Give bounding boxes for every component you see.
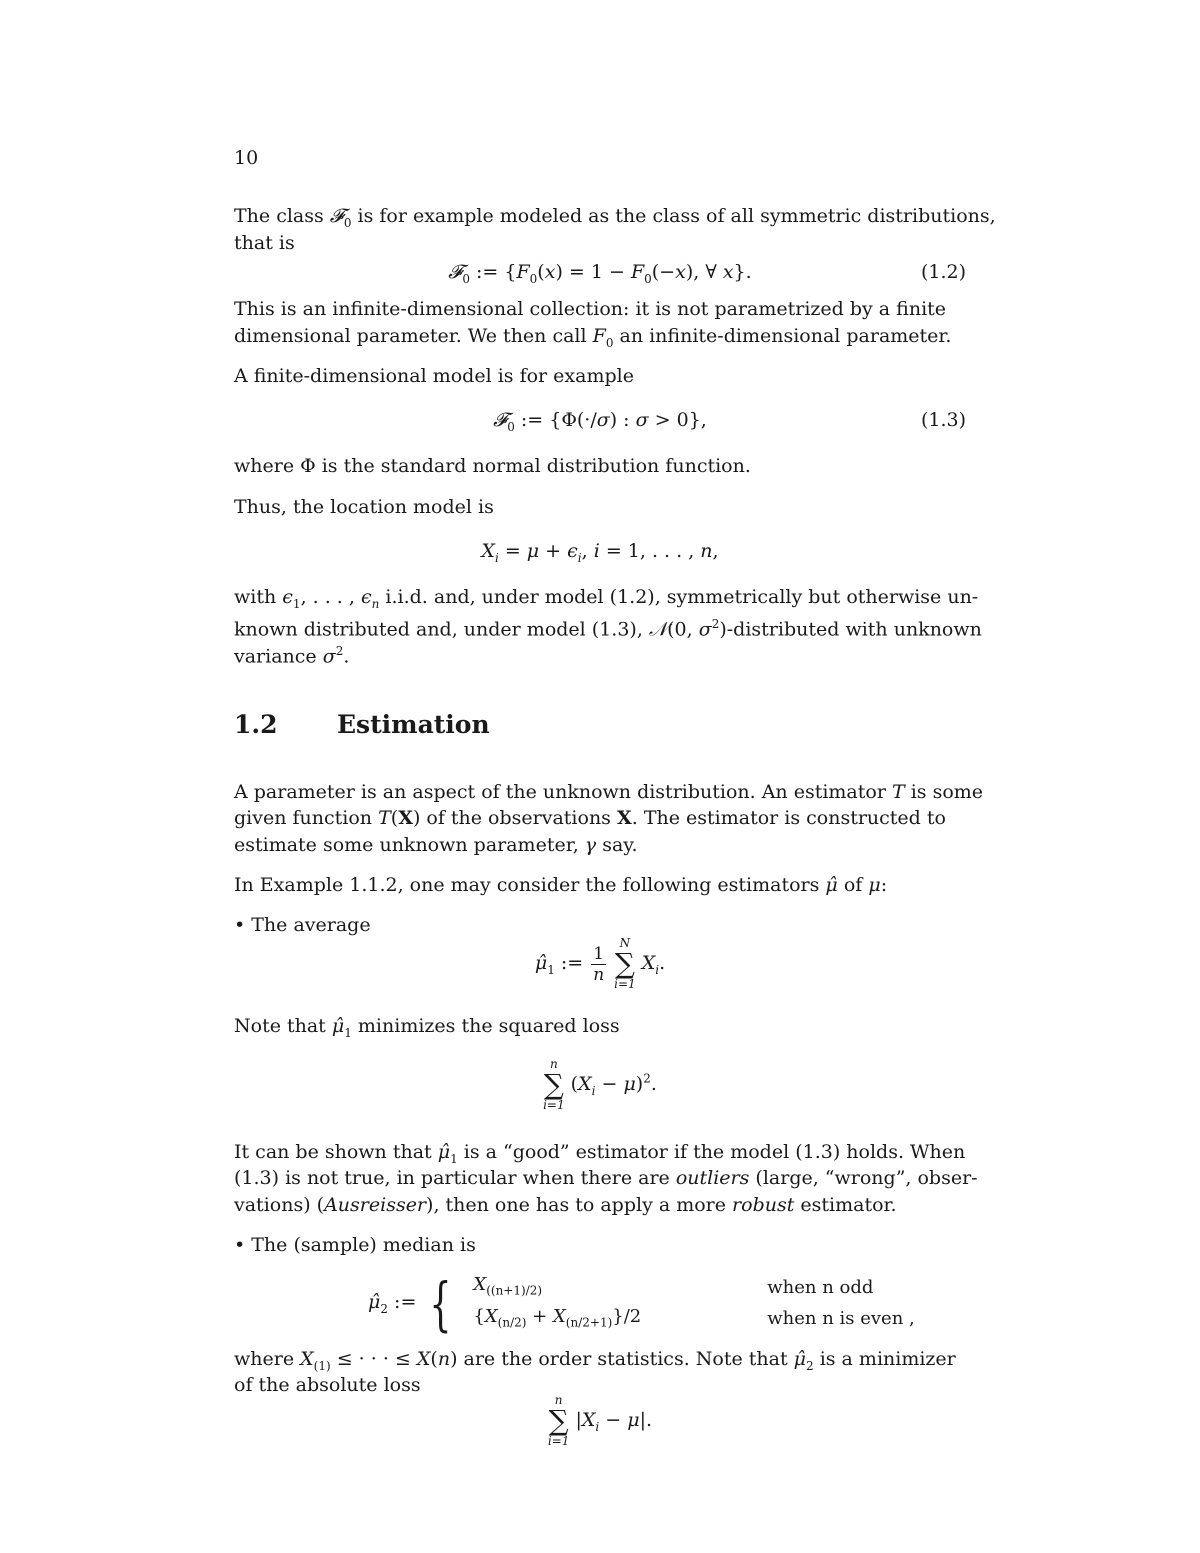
paragraph-parameter: A parameter is an aspect of the unknown distribution. An estimator T is some (234, 781, 984, 803)
paragraph-note: Note that $\mû_1$ minimizes the squared loss (234, 1015, 620, 1040)
paragraph-parameter-cont: given function T(X) of the observations X. The estimator is constructed to (234, 807, 946, 829)
paragraph-example: In Example 1.1.2, one may consider the following estimators μ̂ of μ: (234, 874, 888, 896)
section-heading (234, 710, 490, 739)
equation-median: $\mû_2$ := { $X_{((n+1)/2)}$ when n odd $\{X_{(n/2)} + X_{(n/2+1)}\}/2$ when n is even , (368, 1269, 915, 1338)
paragraph-good: It can be shown that $\mû_1$ is a “good” estimator if the model (1.3) holds. When (234, 1141, 966, 1166)
equation-number-1-2: (1.2) (920, 261, 966, 283)
paragraph-order-cont: of the absolute loss (234, 1374, 421, 1396)
paragraph-good-cont: (1.3) is not true, in particular when there are outliers (large, “wrong”, obser- (234, 1167, 978, 1189)
paragraph-finite: A finite-dimensional model is for example (234, 365, 634, 387)
paragraph-thus: Thus, the location model is (234, 496, 494, 518)
bullet-median: • The (sample) median is (234, 1234, 476, 1256)
paragraph-infinite: This is an infinite-dimensional collection: it is not parametrized by a finite (234, 298, 947, 320)
paragraph-with-end: variance $\sigma^2$. (234, 644, 350, 668)
paragraph-infinite-cont: dimensional parameter. We then call $F_0$ an infinite-dimensional parameter. (234, 325, 952, 350)
paragraph-parameter-end: estimate some unknown parameter, γ say. (234, 834, 638, 856)
paragraph-with: with $\epsilon_1$, . . . , $\epsilon_n$ i.i.d. and, under model (1.2), symmetrically but otherwise un- (234, 586, 979, 611)
section-title: Estimation (336, 710, 490, 739)
paragraph-with-cont: known distributed and, under model (1.3), 𝒩(0, $\sigma^2$)-distributed with unknown (234, 617, 982, 641)
equation-number-1-3: (1.3) (920, 409, 966, 431)
paragraph-class-intro: The class 𝓕$_0$ is for example modeled as the class of all symmetric distributions, (234, 205, 996, 230)
paragraph-class-intro-cont: that is (234, 232, 295, 254)
paragraph-order: where $X_{(1)}$ ≤ · · · ≤ X(n) are the order statistics. Note that $\mû_2$ is a minimizer (234, 1348, 956, 1373)
equation-average: $\mû_1$ := $\frac{1}{n}$ N ∑ i=1 $X_i$. (534, 936, 666, 991)
paragraph-good-end: vations) (Ausreisser), then one has to apply a more robust estimator. (234, 1194, 897, 1216)
equation-1-3: 𝓕$_0$ := {Φ(·/σ) : σ > 0}, (493, 409, 707, 434)
equation-absolute-loss: n ∑ i=1 $|X_i - \mu|$. (547, 1393, 653, 1448)
equation-1-2: 𝓕$_0$ := {$F_0(x) = 1 - F_0(-x)$, ∀ x}. (448, 261, 752, 286)
paragraph-where-phi: where Φ is the standard normal distribution function. (234, 455, 751, 477)
section-number: 1.2 (234, 710, 278, 739)
equation-location-model: $X_i = \mu + \epsilon_i$, i = 1, . . . , n, (481, 540, 719, 565)
bullet-average: • The average (234, 914, 371, 936)
page-number: 10 (234, 147, 259, 169)
equation-squared-loss: n ∑ i=1 $(X_i - \mu)^2$. (543, 1057, 657, 1112)
